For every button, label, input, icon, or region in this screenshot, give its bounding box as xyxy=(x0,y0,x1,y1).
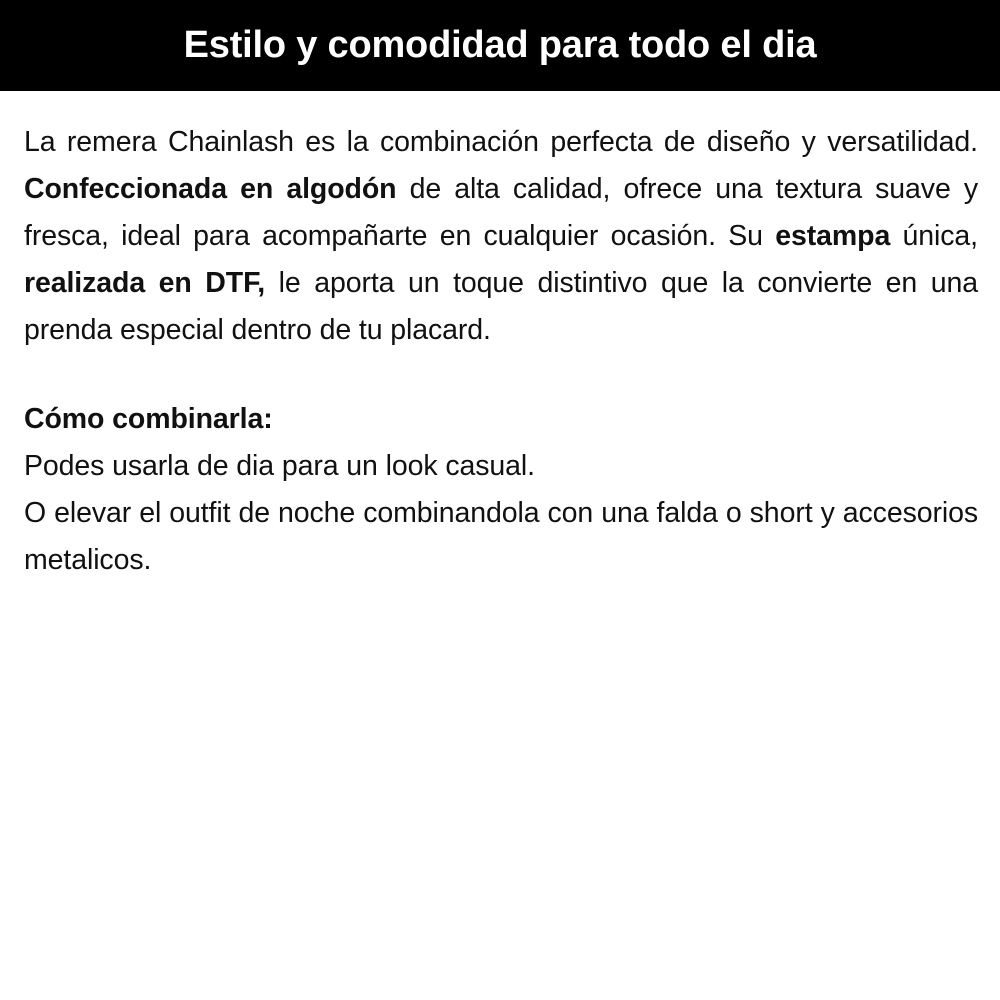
paragraph-spacer xyxy=(24,354,978,396)
product-description-paragraph xyxy=(24,119,978,354)
description-segment-3: de alta calidad, ofrece una textura suave y fresca, ideal para acompañarte en cualquier ocasión. Su xyxy=(24,173,978,252)
document-body xyxy=(0,91,1000,631)
description-segment-5: única, xyxy=(890,220,978,252)
description-segment-1: La remera Chainlash es la combinación perfecta de diseño y versatilidad. xyxy=(24,126,978,158)
styling-tip-line-1: Podes usarla de dia para un look casual. xyxy=(24,450,535,482)
description-segment-7: le aporta un toque distintivo que la convierte en una prenda especial dentro de tu placard. xyxy=(24,267,979,346)
description-segment-6-bold: realizada en DTF, xyxy=(24,267,266,299)
header-banner xyxy=(0,0,1000,91)
styling-tip-line-2: O elevar el outfit de noche combinandola con una falda o short y accesorios metalicos. xyxy=(24,497,978,576)
description-segment-4-bold: estampa xyxy=(775,220,891,252)
page-title: Estilo y comodidad para todo el dia xyxy=(183,23,817,66)
description-segment-2-bold: Confeccionada en algodón xyxy=(24,173,397,205)
styling-subheading: Cómo combinarla: xyxy=(24,403,273,435)
